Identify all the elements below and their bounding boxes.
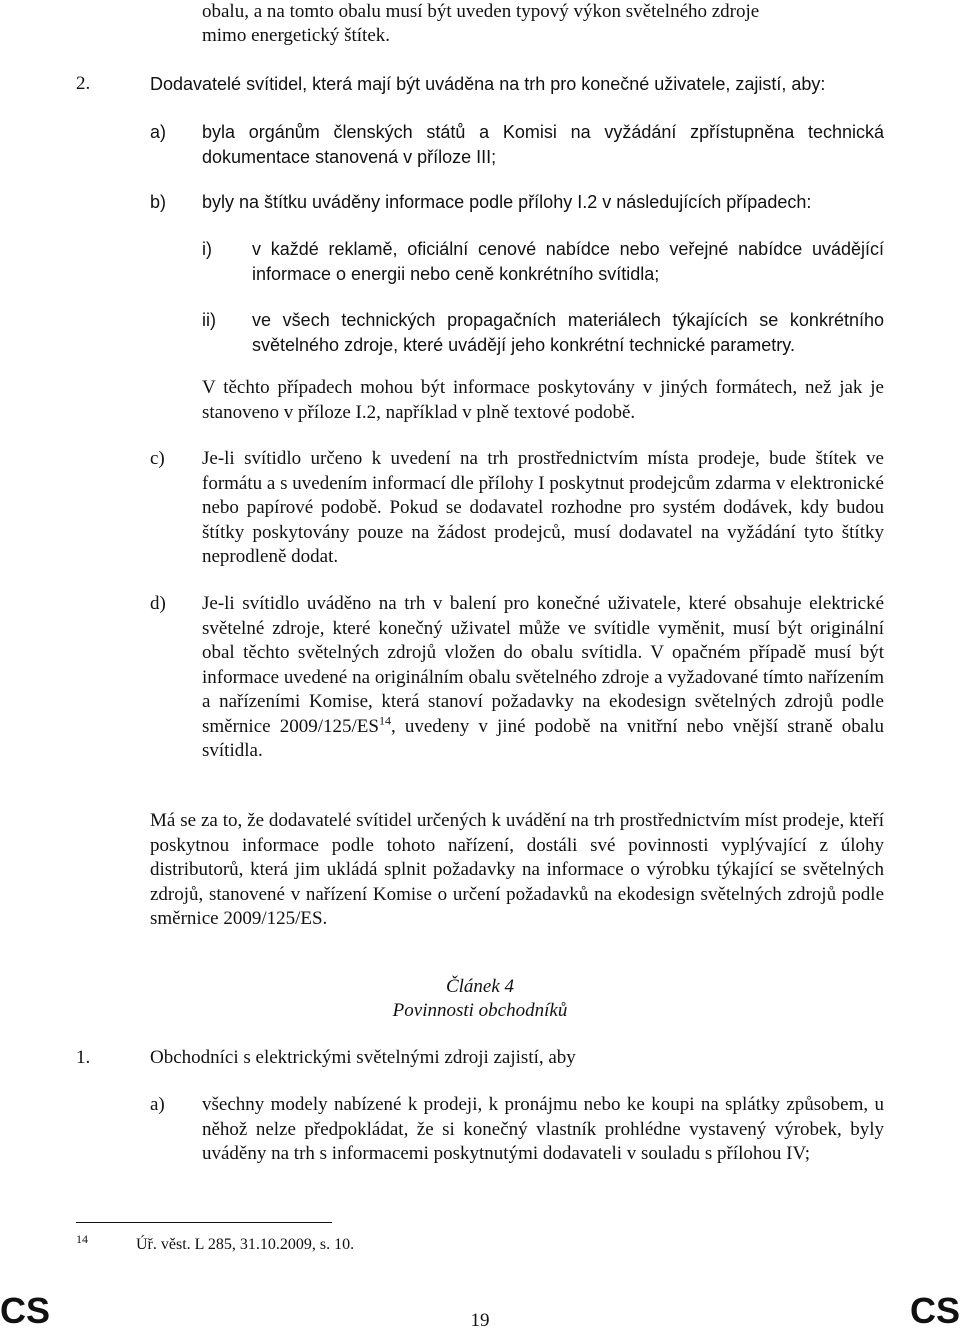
item-b-note: V těchto případech mohou být informace poskytovány v jiných formátech, než jak je stanoveno v příloze I.2, například v plně textové podobě. <box>202 377 884 423</box>
subitem-i-label: i) <box>202 239 212 259</box>
item-d-text-end: , uvedeny v jiné podobě na vnitřní nebo vnější straně obalu svítidla. <box>202 715 884 761</box>
article-heading: Článek 4 <box>445 976 515 997</box>
article-item-a-text: všechny modely nabízené k prodeji, k pronájmu nebo ke koupi na splátky způsobem, u něhož nelze předpokládat, že si konečný vlastník prohlédne vystavený výrobek, byly uváděny na trh s informacemi poskytnutými dodavateli v souladu s přílohou IV; <box>202 1094 884 1164</box>
item-c-text: Je-li svítidlo určeno k uvedení na trh prostřednictvím místa prodeje, bude štítek ve formátu a s uvedením informací dle přílohy I poskytnut prodejcům zdarma v elektronické nebo papírové podobě. Pokud se dodavatel rozhodne pro systém dodávek, kdy budou štítky poskytovány pouze na žádost prodejců, musí dodavatel na vyžádání tyto štítky neprodleně dodat. <box>202 448 884 567</box>
article-subheading: Povinnosti obchodníků <box>392 1000 568 1021</box>
footnote-separator <box>76 1222 332 1223</box>
item-b-label: b) <box>150 192 167 212</box>
article-paragraph-1-number: 1. <box>76 1047 91 1068</box>
item-c-label: c) <box>150 448 165 469</box>
subitem-ii-label: ii) <box>202 310 216 330</box>
closing-paragraph: Má se za to, že dodavatelé svítidel určených k uvádění na trh prostřednictvím míst prodeje, kteří poskytnou informace podle tohoto nařízení, dostáli své povinnosti vyplývající z úlohy distributorů, která jim ukládá splnit požadavky na informace o výrobku týkající se světelných zdrojů, stanovené v nařízení Komise o určení požadavků na ekodesign světelných zdrojů podle směrnice 2009/125/ES. <box>150 810 884 929</box>
footnote-reference[interactable]: 14 <box>378 713 391 728</box>
language-code-left: CS <box>0 1290 51 1331</box>
footnote-text: Úř. věst. L 285, 31.10.2009, s. 10. <box>136 1236 355 1253</box>
paragraph-2-intro: Dodavatelé svítidel, která mají být uváděna na trh pro konečné uživatele, zajistí, aby: <box>150 74 826 94</box>
article-paragraph-1-text: Obchodníci s elektrickými světelnými zdroji zajistí, aby <box>150 1047 576 1068</box>
item-a-text: byla orgánům členských států a Komisi na vyžádání zpřístupněna technická dokumentace stanovená v příloze III; <box>202 122 884 167</box>
footnote-number: 14 <box>76 1232 88 1246</box>
item-b-text: byly na štítku uváděny informace podle přílohy I.2 v následujících případech: <box>202 192 812 212</box>
item-d-label: d) <box>150 593 166 614</box>
subitem-i-text: v každé reklamě, oficiální cenové nabídce nebo veřejné nabídce uvádějící informace o energii nebo ceně konkrétního svítidla; <box>252 239 884 284</box>
item-d-text-main: Je-li svítidlo uváděno na trh v balení pro konečné uživatele, které obsahuje elektrické světelné zdroje, které konečný uživatel může ve svítidle vyměnit, musí být originální obal těchto světelných zdrojů vložen do obalu svítidla. V opačném případě musí být informace uvedené na originálním obalu světelného zdroje a vyžadované tímto nařízením a nařízeními Komise, která stanoví požadavky na ekodesign světelných zdrojů podle směrnice 2009/125/ES <box>202 593 884 737</box>
language-code-right: CS <box>909 1290 960 1331</box>
paragraph-2-number: 2. <box>76 73 91 94</box>
page-number: 19 <box>470 1310 490 1331</box>
continued-line-1: obalu, a na tomto obalu musí být uveden typový výkon světelného zdroje <box>202 1 760 22</box>
item-d-text <box>202 592 884 764</box>
article-item-a-label: a) <box>150 1094 165 1115</box>
continued-line-2: mimo energetický štítek. <box>202 25 391 46</box>
subitem-ii-text: ve všech technických propagačních materiálech týkajících se konkrétního světelného zdroje, které uvádějí jeho konkrétní technické parametry. <box>252 310 884 355</box>
item-a-label: a) <box>150 122 167 142</box>
